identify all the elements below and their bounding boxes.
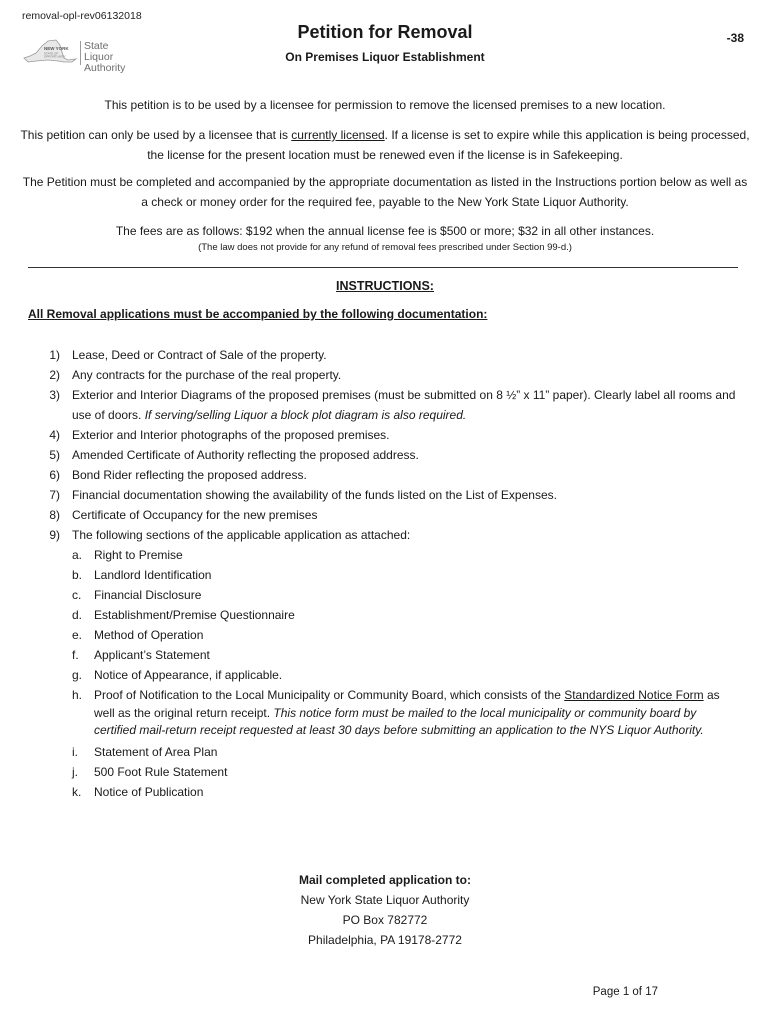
list-item-number: 8) (49, 508, 60, 522)
sub-item-letter: c. (72, 588, 82, 602)
sub-list-item (72, 645, 738, 665)
form-number: -38 (726, 31, 744, 45)
currently-licensed-emphasis: currently licensed (291, 128, 385, 142)
list-item-text: Bond Rider reflecting the proposed address. (72, 468, 307, 482)
intro-p2-post: . If a license is set to expire while this application is being processed, the license for the present location must be renewed even if the license is in Safekeeping. (147, 128, 750, 162)
mailing-address-line1: New York State Liquor Authority (300, 893, 470, 907)
sub-list-item (72, 545, 738, 565)
sub-list-item (72, 665, 738, 685)
sub-list-item (72, 605, 738, 625)
sub-item-letter: b. (72, 568, 83, 582)
list-item-number: 4) (49, 428, 60, 442)
sub-item-letter: a. (72, 548, 83, 562)
sub-item-text: Establishment/Premise Questionnaire (94, 608, 295, 622)
list-item-text: The following sections of the applicable application as attached: (72, 528, 411, 542)
list-item-text: Lease, Deed or Contract of Sale of the property. (72, 348, 327, 362)
instructions-heading: INSTRUCTIONS: (336, 279, 434, 293)
sub-list-item (72, 742, 738, 762)
intro-paragraph-2 (20, 125, 750, 165)
list-item-text: Amended Certificate of Authority reflecting the proposed address. (72, 448, 419, 462)
sub-list-item (72, 685, 738, 742)
page-title: Petition for Removal (297, 22, 473, 42)
list-item-text: Any contracts for the purchase of the real property. (72, 368, 342, 382)
list-item (28, 345, 738, 365)
sub-item-text-post: as well as the original return receipt. (94, 688, 720, 720)
list-item (28, 525, 738, 802)
list-item-number: 6) (49, 468, 60, 482)
list-item (28, 425, 738, 445)
form-revision-id: removal-opl-rev06132018 (22, 10, 142, 22)
logo-text-line2: Authority (84, 62, 126, 74)
documentation-list (28, 345, 738, 802)
sub-list-item (72, 782, 738, 802)
list-item-italic-note: If serving/selling Liquor a block plot diagram is also required. (144, 408, 467, 422)
sub-item-letter: k. (72, 784, 82, 799)
sub-item-text: Right to Premise (94, 548, 183, 562)
list-item (28, 485, 738, 505)
mailing-address-line3: Philadelphia, PA 19178-2772 (308, 933, 462, 947)
list-item-number: 1) (49, 348, 60, 362)
sub-item-letter: j. (72, 764, 78, 779)
sub-item-text: Landlord Identification (94, 568, 212, 582)
sub-item-text: Notice of Publication (94, 784, 204, 799)
list-item-text: Certificate of Occupancy for the new premises (72, 508, 318, 522)
list-item-number: 7) (49, 488, 60, 502)
refund-note: (The law does not provide for any refund of removal fees prescribed under Section 99-d.) (198, 242, 572, 253)
sub-item-italic-note: This notice form must be mailed to the local municipality or community board by certified mail-return receipt requested at least 30 days before submitting an application to the NYS Liquor Authority. (94, 705, 704, 737)
sub-item-text: Applicant’s Statement (94, 648, 210, 662)
list-item (28, 385, 738, 425)
list-item-number: 2) (49, 368, 60, 382)
mailing-heading: Mail completed application to: (298, 873, 471, 887)
sub-item-text: Method of Operation (94, 628, 204, 642)
mailing-address-line2: PO Box 782772 (342, 913, 428, 927)
sub-item-text: Statement of Area Plan (94, 744, 218, 759)
sub-item-text: Financial Disclosure (94, 588, 202, 602)
list-item-text: Financial documentation showing the availability of the funds listed on the List of Expenses. (72, 488, 557, 502)
list-item-text: Exterior and Interior Diagrams of the proposed premises (must be submitted on 8 ½” x 11” paper). Clearly label all rooms and use of doors. (72, 388, 736, 422)
page-number: Page 1 of 17 (592, 986, 658, 998)
fee-statement: The fees are as follows: $192 when the annual license fee is $500 or more; $32 in all other instances. (115, 224, 655, 238)
svg-text:NEW YORK: NEW YORK (44, 46, 69, 51)
sub-item-letter: i. (72, 744, 78, 759)
intro-paragraph-1: This petition is to be used by a licensee for permission to remove the licensed premises to a new location. (104, 98, 666, 112)
documentation-requirement: All Removal applications must be accompanied by the following documentation: (28, 307, 488, 321)
list-item-number: 9) (49, 528, 60, 542)
application-sections-list (72, 545, 738, 802)
list-item-number: 5) (49, 448, 60, 462)
sub-item-letter: f. (72, 648, 79, 662)
sub-list-item (72, 585, 738, 605)
svg-text:STATE OF: STATE OF (44, 51, 59, 56)
sub-list-item (72, 762, 738, 782)
list-item (28, 465, 738, 485)
list-item (28, 445, 738, 465)
svg-text:OPPORTUNITY: OPPORTUNITY (44, 54, 66, 59)
list-item (28, 505, 738, 525)
intro-paragraph-3: The Petition must be completed and accompanied by the appropriate documentation as listed in the Instructions portion below as well as a check or money order for the required fee, payable to the New York State Liquor Authority. (22, 175, 748, 209)
section-divider (28, 267, 738, 268)
sub-item-text: Notice of Appearance, if applicable. (94, 668, 283, 682)
list-item-text: Exterior and Interior photographs of the proposed premises. (72, 428, 390, 442)
logo-text-line1: State Liquor (84, 40, 114, 63)
sub-list-item (72, 625, 738, 645)
list-item (28, 365, 738, 385)
sub-item-letter: d. (72, 608, 83, 622)
sub-item-text: Proof of Notification to the Local Municipality or Community Board, which consists of the (94, 688, 565, 702)
sub-item-text: 500 Foot Rule Statement (94, 764, 228, 779)
sub-item-letter: e. (72, 628, 83, 642)
sub-item-letter: h. (72, 688, 83, 702)
sub-list-item (72, 565, 738, 585)
sub-item-letter: g. (72, 668, 83, 682)
standardized-notice-form-link[interactable]: Standardized Notice Form (564, 688, 704, 702)
intro-p2-pre: This petition can only be used by a licensee that is (20, 128, 292, 142)
list-item-number: 3) (49, 388, 60, 402)
page-subtitle: On Premises Liquor Establishment (285, 50, 485, 64)
